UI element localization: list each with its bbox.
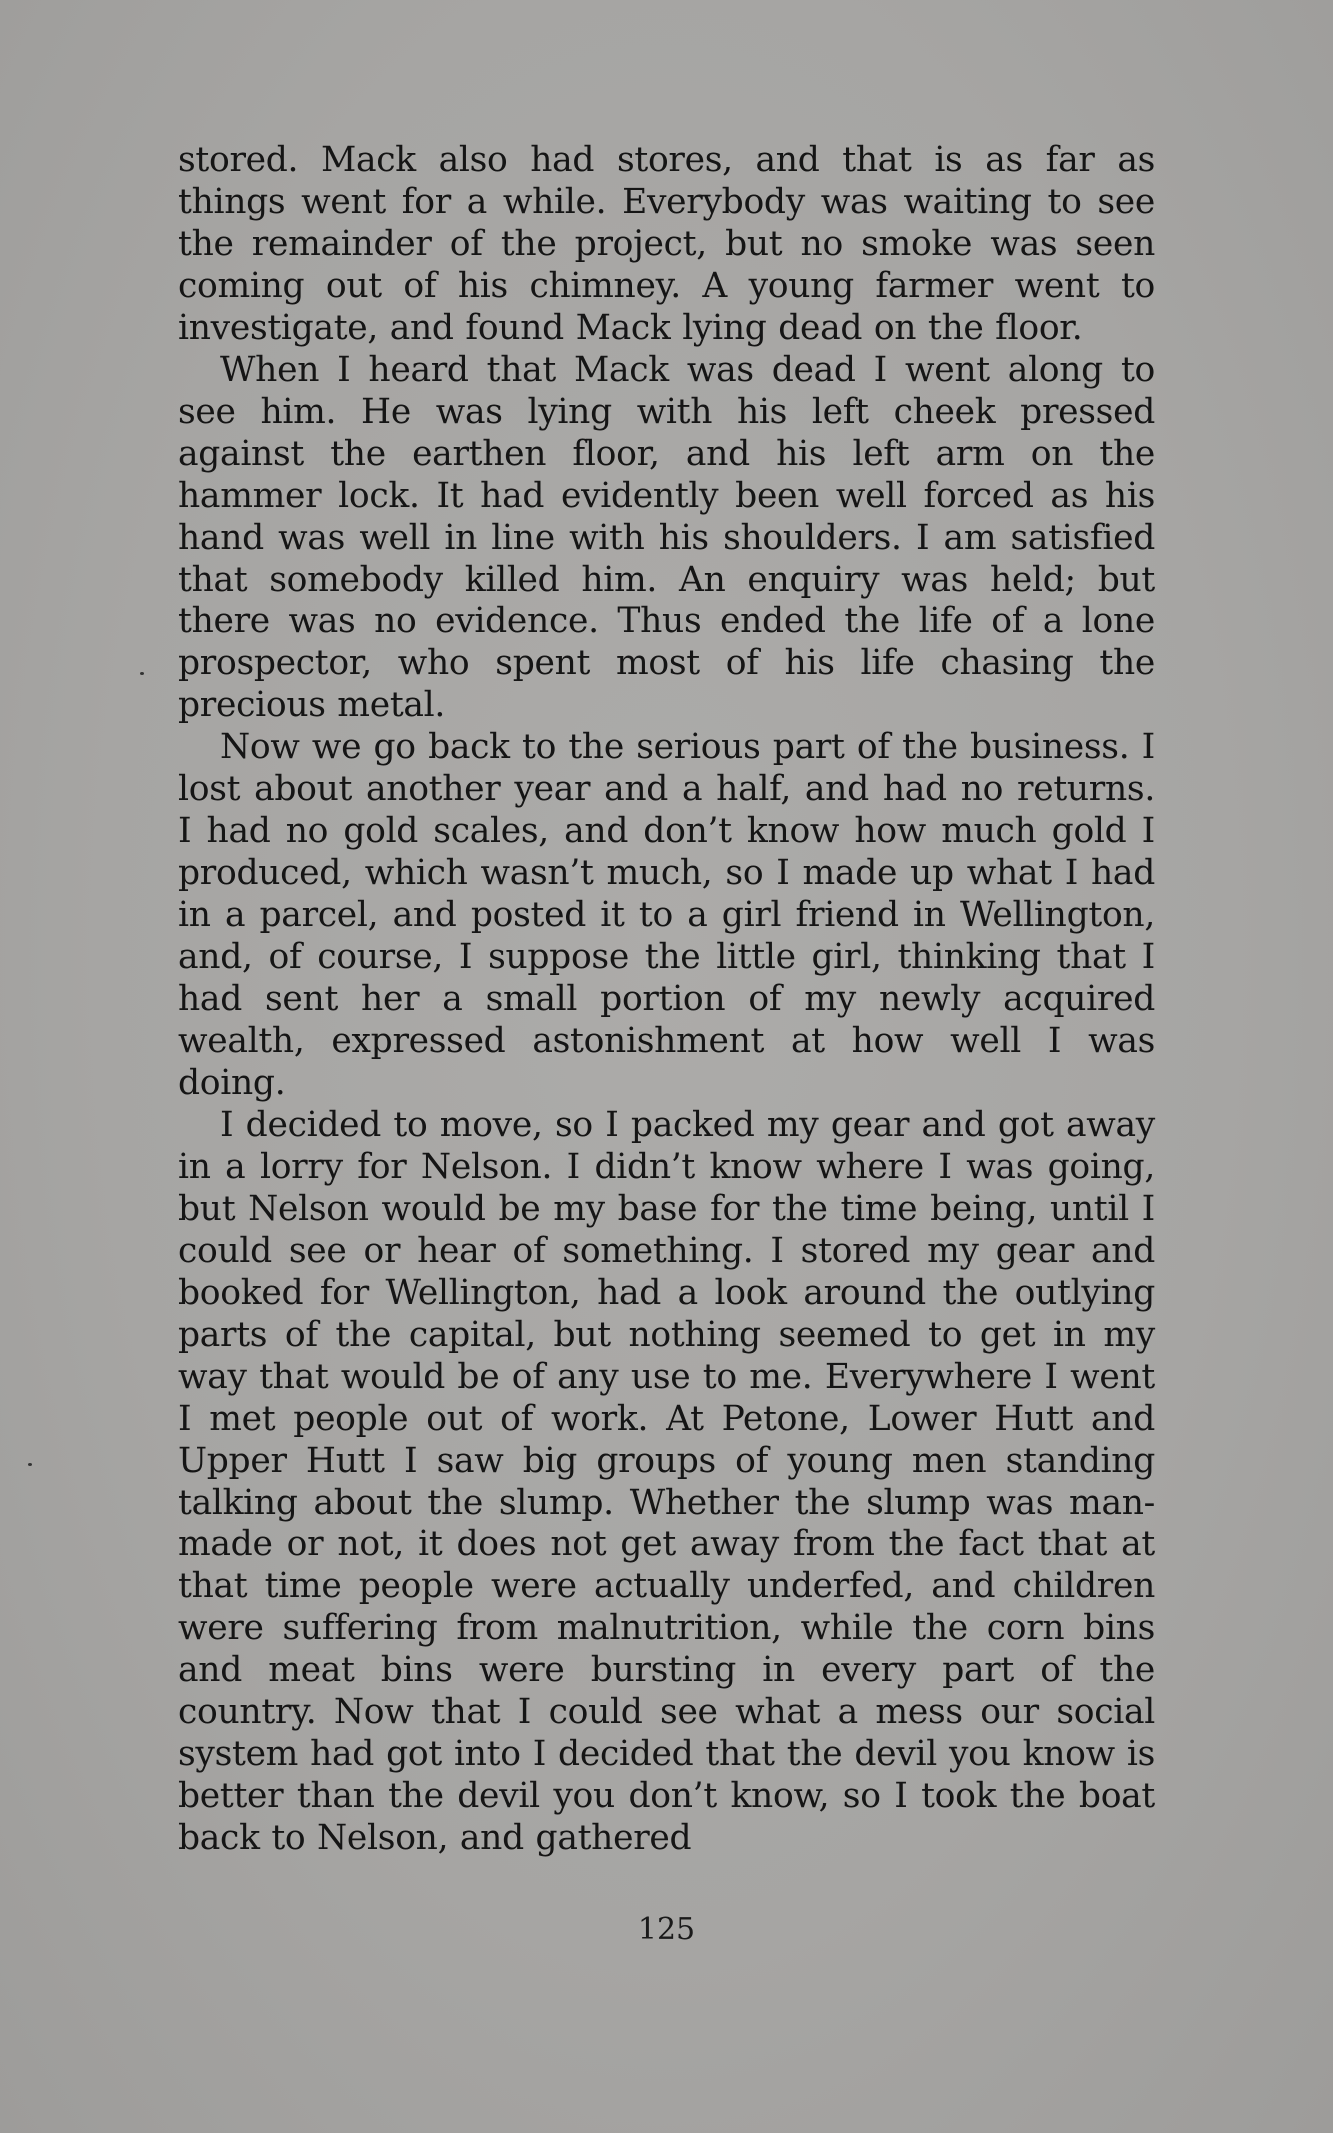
- paper-speck: [140, 672, 144, 675]
- paragraph-mack-dead: When I heard that Mack was dead I went along to see him. He was lying with his left cheek pressed against the earthen floor, and his left arm on the hammer lock. It had evidently been well forced as his hand was well in line with his shoulders. I am satisfied that somebody killed him. An enquiry was held; but there was no evidence. Thus ended the life of a lone prospector, who spent most of his life chasing the precious metal.: [178, 349, 1155, 726]
- paper-speck: [28, 1463, 32, 1466]
- paragraph-decided-to-move: I decided to move, so I packed my gear and got away in a lorry for Nelson. I didn’t know where I was going, but Nelson would be my base for the time being, until I could see or hear of something. I stored my gear and booked for Wellington, had a look around the outlying parts of the capital, but nothing seemed to get in my way that would be of any use to me. Everywhere I went I met people out of work. At Petone, Lower Hutt and Upper Hutt I saw big groups of young men standing talking about the slump. Whether the slump was man-made or not, it does not get away from the fact that at that time people were actually underfed, and children were suffering from malnutrition, while the corn bins and meat bins were bursting in every part of the country. Now that I could see what a mess our social system had got into I decided that the devil you know is better than the devil you don’t know, so I took the boat back to Nelson, and gathered: [178, 1104, 1155, 1859]
- paragraph-serious-business: Now we go back to the serious part of the business. I lost about another year and a half, and had no returns. I had no gold scales, and don’t know how much gold I produced, which wasn’t much, so I made up what I had in a parcel, and posted it to a girl friend in Wellington, and, of course, I suppose the little girl, thinking that I had sent her a small portion of my newly acquired wealth, expressed astonishment at how well I was doing.: [178, 727, 1155, 1103]
- page-number: 125: [637, 1912, 696, 1947]
- body-text: [178, 140, 1155, 1860]
- paragraph-continuation: stored. Mack also had stores, and that is as far as things went for a while. Everybody was waiting to see the remainder of the project, but no smoke was seen coming out of his chimney. A young farmer went to investigate, and found Mack lying dead on the floor.: [178, 140, 1155, 348]
